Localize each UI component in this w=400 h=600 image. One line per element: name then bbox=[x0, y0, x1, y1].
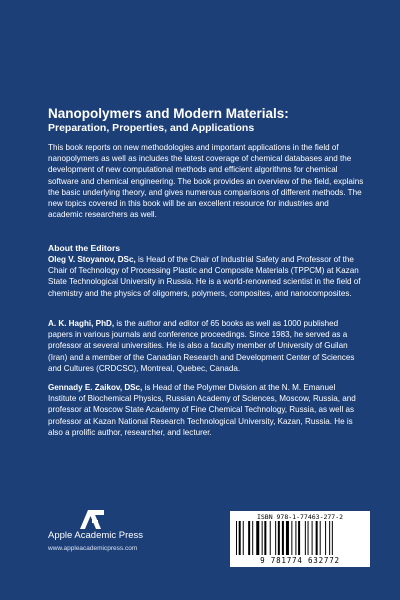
isbn-text: ISBN 978-1-77463-277-2 bbox=[256, 513, 344, 521]
editor-bio bbox=[48, 318, 364, 374]
barcode-bar bbox=[270, 521, 271, 555]
publisher-url: www.appleacademicpress.com bbox=[48, 545, 138, 552]
barcode-bar bbox=[316, 521, 318, 555]
editor-bio-text: is Head of the Polymer Division at the N. M. Emanuel Institute of Biochemical Physics, Russian Academy of Sciences, Moscow, Russia, and professor at Moscow State Academy of Fine Chemical Technology, Russia, as well as professor at Kazan National Research Technological University, Kazan, Russia. He is also a prolific author, researcher, and lecturer. bbox=[48, 383, 356, 437]
barcode-bar bbox=[256, 521, 259, 555]
barcode-bar bbox=[282, 521, 284, 555]
editor-name: Gennady E. Zaikov, DSc, bbox=[48, 383, 143, 392]
barcode-bar bbox=[243, 521, 244, 555]
barcode-digits: 9 781774 632772 bbox=[260, 556, 340, 565]
editors-heading: About the Editors bbox=[48, 243, 121, 253]
barcode-bar bbox=[262, 521, 263, 555]
barcode-bar bbox=[239, 521, 241, 555]
barcode-bar bbox=[312, 521, 313, 555]
barcode-bar bbox=[298, 521, 300, 555]
barcode-bar bbox=[236, 521, 237, 555]
barcode-bar bbox=[329, 521, 330, 555]
apple-academic-press-logo-icon bbox=[78, 508, 106, 530]
barcode-bars bbox=[234, 521, 366, 555]
barcode-bar bbox=[332, 521, 333, 555]
barcode-bar bbox=[252, 521, 253, 555]
barcode-bar bbox=[278, 521, 280, 555]
book-title: Nanopolymers and Modern Materials: bbox=[48, 106, 289, 121]
editor-bio bbox=[48, 382, 364, 438]
barcode-bar bbox=[308, 521, 309, 555]
editor-bio-text: is the author and editor of 65 books as well as 1000 published papers in various journals and conference proceedings. Since 1983, he served as a professor at several universities. He is also a faculty member of University of Guilan (Iran) and a member of the Canadian Research and Development Center of Sciences and Cultures (CRDCSC), Montreal, Quebec, Canada. bbox=[48, 319, 355, 373]
editor-name: A. K. Haghi, PhD, bbox=[48, 319, 115, 328]
editor-bio bbox=[48, 254, 364, 299]
barcode-bar bbox=[275, 521, 276, 555]
barcode-bar bbox=[320, 521, 321, 555]
book-subtitle: Preparation, Properties, and Applications bbox=[48, 122, 255, 134]
barcode-bar bbox=[248, 521, 250, 555]
barcode-bar bbox=[325, 521, 326, 555]
barcode-bar bbox=[305, 521, 306, 555]
barcode-bar bbox=[295, 521, 296, 555]
publisher-name: Apple Academic Press bbox=[48, 530, 144, 541]
barcode bbox=[230, 511, 370, 567]
barcode-bar bbox=[291, 521, 292, 555]
barcode-bar bbox=[264, 521, 266, 555]
editor-bio-text: is Head of the Chair of Industrial Safety and Professor of the Chair of Technology of Processing Plastic and Composite Materials (TPPCM) at Kazan State Technological University in Russia. He is a world-renowned scientist in the field of chemistry and the physics of oligomers, polymers, composites, and nanocomposites. bbox=[48, 255, 361, 298]
book-description: This book reports on new methodologies and important applications in the field of nanopolymers as well as includes the latest coverage of chemical databases and the development of new computational methods and efficient algorithms for chemical software and chemical engineering. The book provides an overview of the field, explains the basic underlying theory, and gives numerous comparisons of different methods. The new topics covered in this book will be an excellent resource for industries and academic researchers as well. bbox=[48, 143, 364, 220]
editor-name: Oleg V. Stoyanov, DSc, bbox=[48, 255, 136, 264]
barcode-bar bbox=[286, 521, 289, 555]
